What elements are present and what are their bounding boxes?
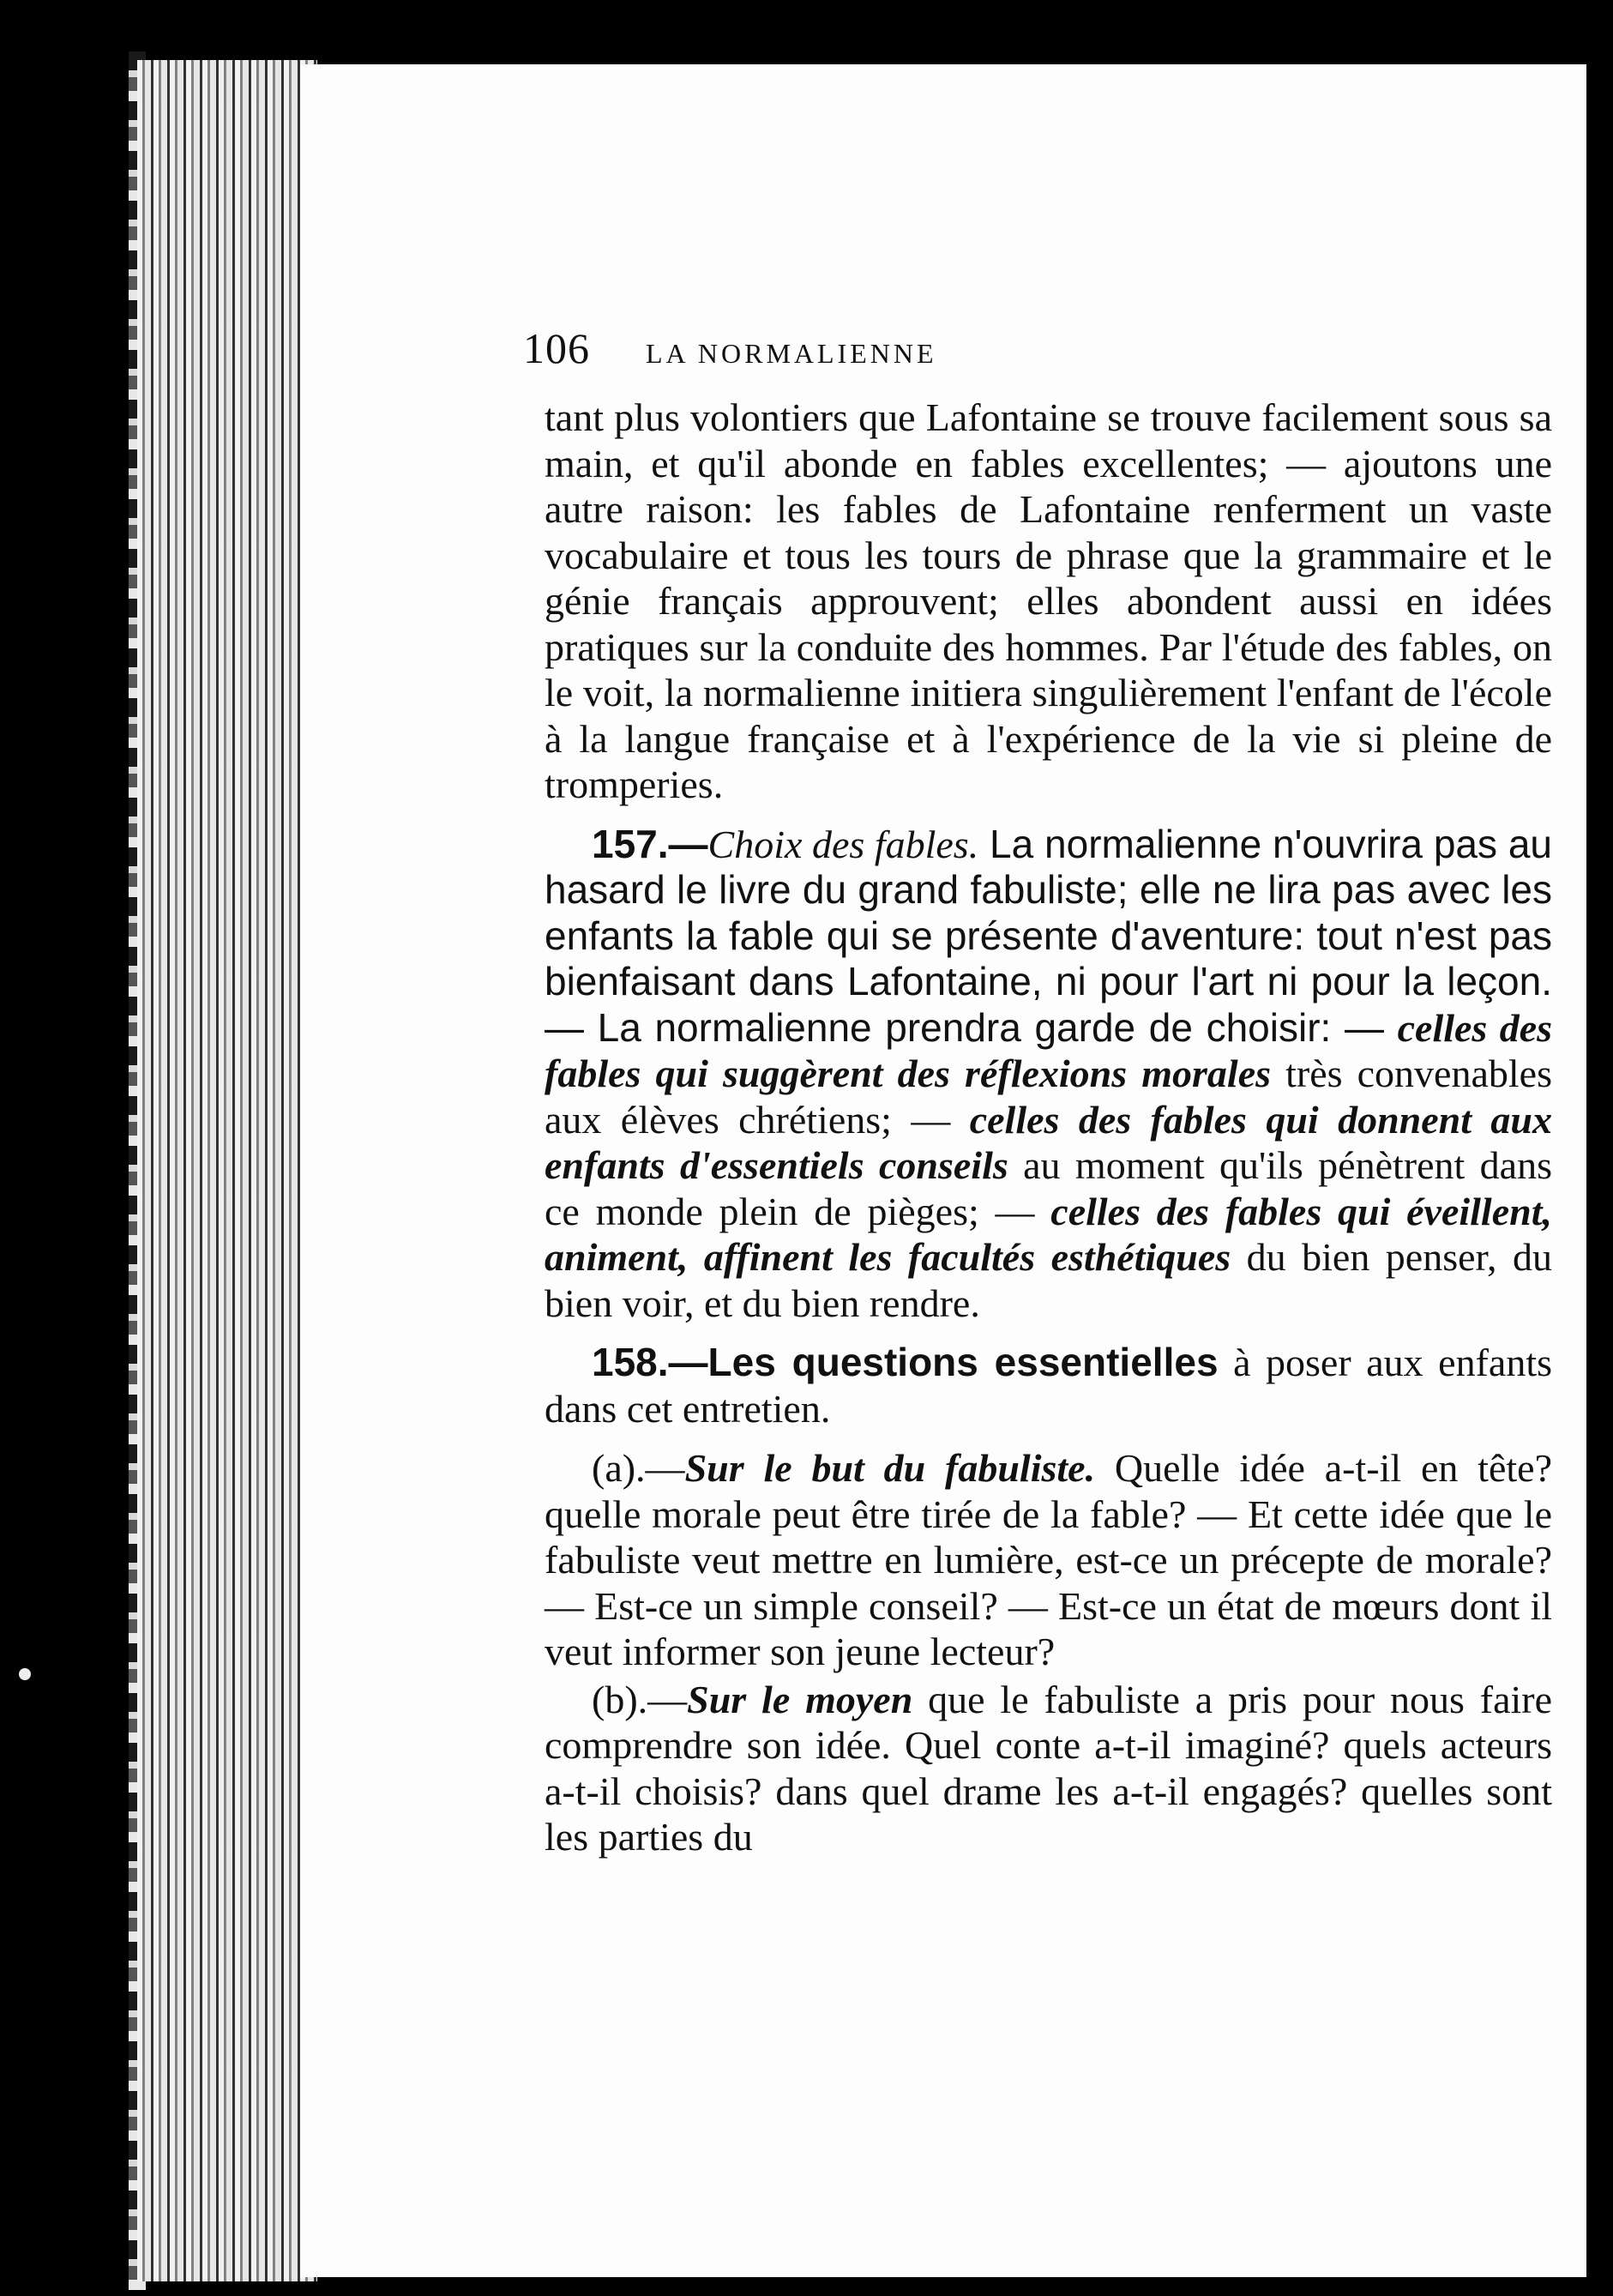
section-158-number: 158.— xyxy=(592,1340,708,1384)
page-text-block xyxy=(523,262,1553,1874)
section-157-text-d: du bien penser, du bien voir, et du bien rendre. xyxy=(545,1235,1552,1325)
section-157-text-c: au moment qu'ils pénètrent dans ce monde plein de pièges; — xyxy=(545,1143,1552,1233)
item-b-text: que le fabuliste a pris pour nous faire comprendre son idée. Quel conte a-t-il imaginé? quels acteurs a-t-il choisis? dans quel drame les a-t-il engagés? quelles sont les parties du xyxy=(545,1677,1552,1859)
page-number: 106 xyxy=(523,324,590,372)
section-157-number: 157.— xyxy=(592,821,708,866)
item-b-label: (b).— xyxy=(592,1677,688,1721)
scan-spot xyxy=(19,1668,31,1680)
section-157-emphasis-3: celles des fables qui éveillent, animent, affinent les facultés esthétiques xyxy=(545,1189,1552,1279)
running-head: LA NORMALIENNE xyxy=(646,338,937,369)
paragraph-1: tant plus volontiers que Lafontaine se trouve facilement sous sa main, et qu'il abonde en fables excellentes; — ajoutons une autre raison: les fables de Lafontaine renferment un vaste vocabulaire et tous les tours de phrase que la grammaire et le génie français approuvent; elles abondent aussi en idées pratiques sur la conduite des hommes. Par l'étude des fables, on le voit, la normalienne initiera singulièrement l'enfant de l'école à la langue française et à l'expérience de la vie si pleine de tromperies. xyxy=(545,395,1552,806)
item-a-title: Sur le but du fabuliste. xyxy=(684,1446,1096,1490)
section-157-title: Choix des fables. xyxy=(707,822,979,866)
section-157-text-b: très convenables aux élèves chrétiens; — xyxy=(545,1052,1552,1142)
section-158 xyxy=(545,1340,1552,1431)
section-157-emphasis-2: celles des fables qui donnent aux enfants d'essentiels conseils xyxy=(545,1097,1552,1187)
item-a-label: (a).— xyxy=(592,1446,685,1490)
section-157-emphasis-1: celles des fables qui suggèrent des réflexions morales xyxy=(545,1005,1553,1095)
section-157-text-a: La normalienne n'ouvrira pas au hasard le livre du grand fabuliste; elle ne lira pas avec les enfants la fable qui se présente d'aventure: tout n'est pas bienfaisant dans Lafontaine, ni pour l'art ni pour la leçon. — La normalienne prendra garde de choisir: — xyxy=(545,821,1553,1050)
section-158-text: à poser aux enfants dans cet entretien. xyxy=(545,1341,1553,1431)
item-b-title: Sur le moyen xyxy=(687,1677,913,1721)
item-a xyxy=(545,1445,1552,1675)
page-edges xyxy=(137,60,317,2281)
item-a-text: Quelle idée a-t-il en tête? quelle morale peut être tirée de la fable? — Et cette idée que le fabuliste veut mettre en lumière, est-ce un précepte de morale? — Est-ce un simple conseil? — Est-ce un état de mœurs dont il veut informer son jeune lecteur? xyxy=(545,1446,1552,1673)
book-page xyxy=(300,64,1586,2277)
page-header xyxy=(523,326,1552,395)
section-158-title: Les questions essentielles xyxy=(707,1340,1219,1384)
section-157 xyxy=(545,822,1552,1327)
item-b xyxy=(545,1677,1552,1860)
